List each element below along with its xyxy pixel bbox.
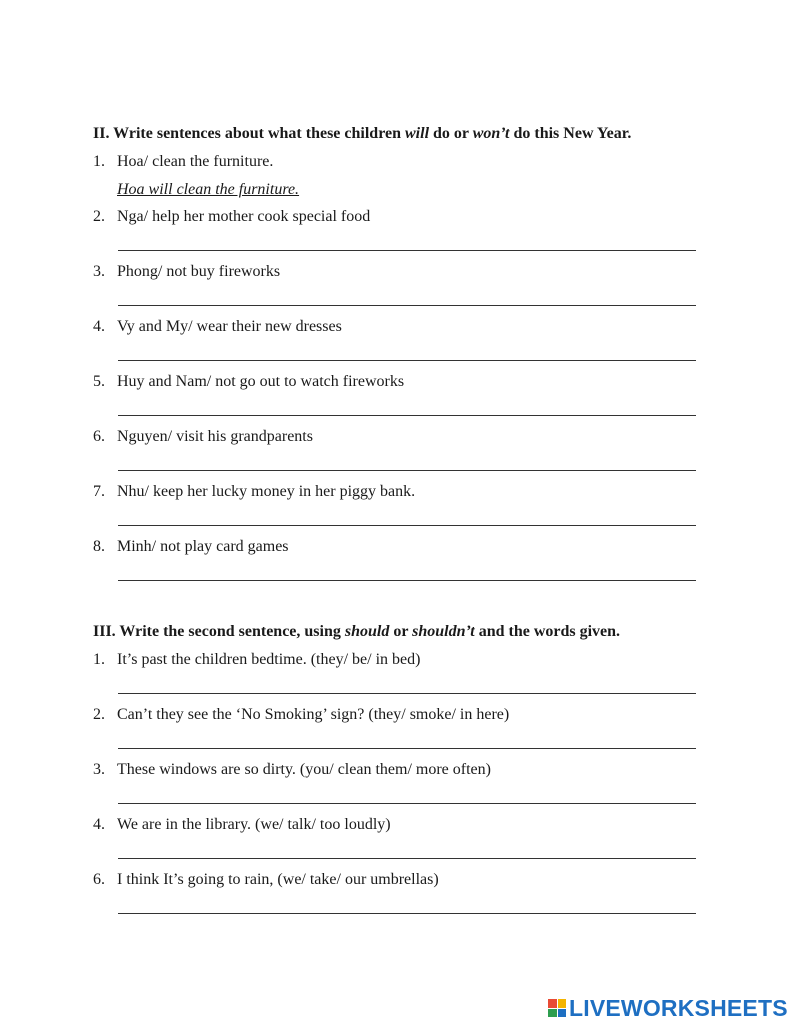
question-number: 4.: [93, 816, 105, 833]
answer-line[interactable]: [118, 470, 696, 471]
heading-text: or: [389, 623, 413, 640]
liveworksheets-logo-icon: [548, 999, 566, 1017]
question-2-8: [93, 537, 289, 557]
answer-line[interactable]: [118, 360, 696, 361]
question-prompt: Nguyen/ visit his grandparents: [117, 428, 313, 445]
answer-line[interactable]: [118, 415, 696, 416]
heading-text: do this New Year.: [509, 125, 632, 142]
question-3-6: [93, 870, 439, 890]
question-2-3: [93, 262, 280, 282]
heading-emphasis-shouldnt: shouldn’t: [412, 623, 475, 640]
question-number: 3.: [93, 263, 105, 280]
answer-line[interactable]: [118, 913, 696, 914]
question-number: 2.: [93, 208, 105, 225]
liveworksheets-logo[interactable]: [548, 996, 788, 1020]
logo-wordmark: LIVEWORKSHEETS: [569, 994, 788, 1021]
heading-text: II. Write sentences about what these children: [93, 125, 405, 142]
question-number: 6.: [93, 871, 105, 888]
question-2-1: [93, 152, 273, 172]
question-prompt: Nga/ help her mother cook special food: [117, 208, 371, 225]
question-prompt: Phong/ not buy fireworks: [117, 263, 281, 280]
question-2-2: [93, 207, 370, 227]
section-3-heading: [93, 622, 620, 642]
heading-emphasis-will: will: [405, 125, 430, 142]
question-prompt: Minh/ not play card games: [117, 538, 289, 555]
heading-text: do or: [429, 125, 473, 142]
question-number: 2.: [93, 706, 105, 723]
answer-line[interactable]: [118, 858, 696, 859]
answer-line[interactable]: [118, 748, 696, 749]
question-prompt: We are in the library. (we/ talk/ too loudly): [117, 816, 391, 833]
question-number: 4.: [93, 318, 105, 335]
question-number: 1.: [93, 651, 105, 668]
question-3-4: [93, 815, 391, 835]
example-answer: Hoa will clean the furniture.: [117, 181, 300, 198]
question-prompt: Hoa/ clean the furniture.: [117, 153, 274, 170]
question-2-5: [93, 372, 404, 392]
heading-text: and the words given.: [474, 623, 621, 640]
answer-line[interactable]: [118, 250, 696, 251]
answer-line[interactable]: [118, 305, 696, 306]
question-number: 3.: [93, 761, 105, 778]
question-prompt: Nhu/ keep her lucky money in her piggy bank.: [117, 483, 416, 500]
question-prompt: Can’t they see the ‘No Smoking’ sign? (they/ smoke/ in here): [117, 706, 510, 723]
question-number: 7.: [93, 483, 105, 500]
question-prompt: Vy and My/ wear their new dresses: [117, 318, 342, 335]
answer-line[interactable]: [118, 580, 696, 581]
heading-emphasis-should: should: [344, 623, 390, 640]
question-2-7: [93, 482, 415, 502]
heading-text: III. Write the second sentence, using: [93, 623, 345, 640]
question-3-3: [93, 760, 491, 780]
question-number: 1.: [93, 153, 105, 170]
answer-line[interactable]: [118, 693, 696, 694]
question-prompt: I think It’s going to rain, (we/ take/ our umbrellas): [117, 871, 439, 888]
question-number: 8.: [93, 538, 105, 555]
question-number: 5.: [93, 373, 105, 390]
question-prompt: Huy and Nam/ not go out to watch fireworks: [117, 373, 405, 390]
question-3-1: [93, 650, 420, 670]
question-prompt: These windows are so dirty. (you/ clean them/ more often): [117, 761, 491, 778]
section-2-heading: [93, 124, 631, 144]
answer-line[interactable]: [118, 525, 696, 526]
question-number: 6.: [93, 428, 105, 445]
question-2-6: [93, 427, 313, 447]
heading-emphasis-wont: won’t: [472, 125, 510, 142]
question-3-2: [93, 705, 509, 725]
question-prompt: It’s past the children bedtime. (they/ be/ in bed): [117, 651, 421, 668]
question-2-4: [93, 317, 342, 337]
answer-line[interactable]: [118, 803, 696, 804]
